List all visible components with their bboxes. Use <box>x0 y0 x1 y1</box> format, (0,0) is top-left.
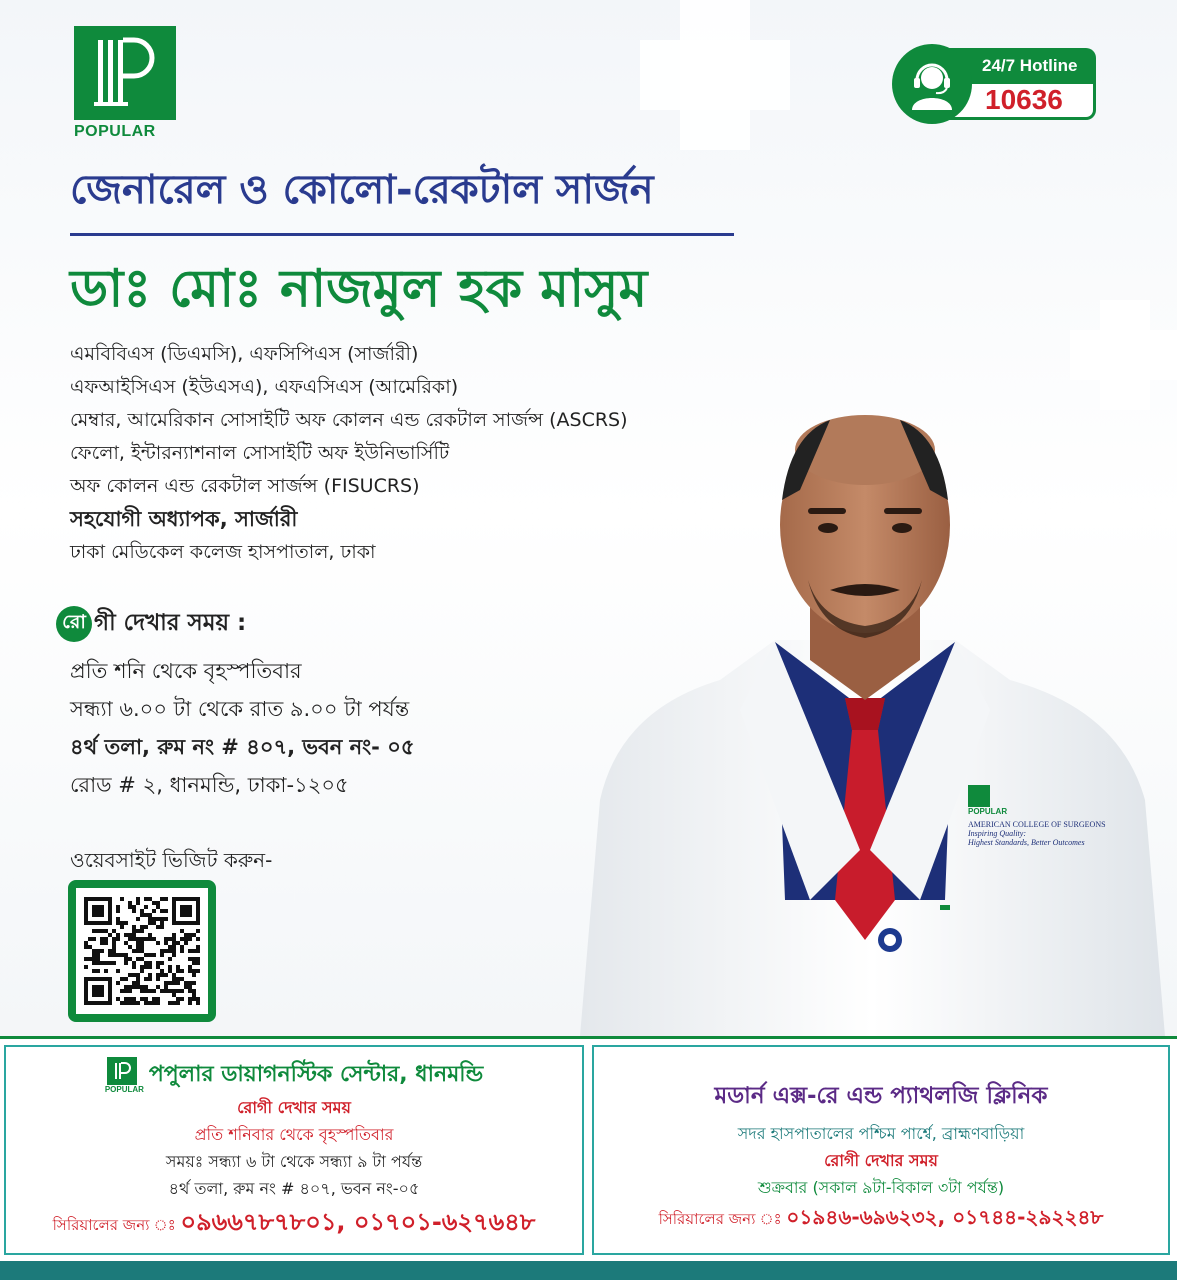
serial-label: সিরিয়ালের জন্য ঃ <box>52 1216 176 1234</box>
branch-brahmanbaria-address: সদর হাসপাতালের পশ্চিম পার্শ্বে, ব্রাহ্মণবাড়িয়া <box>737 1124 1025 1143</box>
popular-logo-mark <box>74 26 176 120</box>
hotline-label: 24/7 Hotline <box>948 48 1096 84</box>
schedule-title-text: গী দেখার সময় : <box>94 610 247 636</box>
popular-logo <box>74 26 178 141</box>
qualification-item: মেম্বার, আমেরিকান সোসাইটি অফ কোলন এন্ড রেকটাল সার্জন্স (ASCRS) <box>70 409 628 431</box>
schedule-title <box>56 604 246 643</box>
serial-numbers[interactable]: ০৯৬৬৭৮৭৮০১, ০১৭০১-৬২৭৬৪৮ <box>180 1208 536 1236</box>
serial-numbers[interactable]: ০১৯৪৬-৬৯৬২৩২, ০১৭৪৪-২৯২২৪৮ <box>786 1205 1104 1229</box>
schedule-details <box>70 652 414 804</box>
bg-cross-decoration <box>640 40 790 110</box>
bg-cross-decoration <box>1070 330 1177 380</box>
schedule-days: প্রতি শনি থেকে বৃহস্পতিবার <box>70 659 302 683</box>
coat-logo-mark <box>968 785 990 807</box>
branch-dhanmondi-serial <box>6 1204 582 1244</box>
website-qr-code[interactable] <box>68 880 216 1022</box>
branch-logo-mark <box>107 1057 137 1085</box>
schedule-address: রোড # ২, ধানমন্ডি, ঢাকা-১২০৫ <box>70 773 349 797</box>
coat-logo-text: POPULAR <box>968 807 1008 816</box>
coat-embroidery <box>968 785 1168 847</box>
qualification-item: ফেলো, ইন্টারন্যাশনাল সোসাইটি অফ ইউনিভার্সিটি <box>70 442 450 464</box>
branch-dhanmondi-header <box>6 1057 582 1094</box>
bottom-strip <box>0 1261 1177 1280</box>
qualification-item: এফআইসিএস (ইউএসএ), এফএসিএস (আমেরিকা) <box>70 376 459 398</box>
branch-dhanmondi-days: প্রতি শনিবার থেকে বৃহস্পতিবার <box>194 1125 394 1144</box>
schedule-title-badge: রো <box>56 606 92 642</box>
doctor-name: ডাঃ মোঃ নাজমুল হক মাসুম <box>70 259 648 319</box>
hotline-badge[interactable] <box>892 44 1102 124</box>
logo-text: POPULAR <box>74 123 156 140</box>
designation: সহযোগী অধ্যাপক, সার্জারী <box>70 507 298 531</box>
coat-line-3: Highest Standards, Better Outcomes <box>968 838 1085 847</box>
website-label: ওয়েবসাইট ভিজিট করুন- <box>70 848 273 872</box>
coat-line-2: Inspiring Quality: <box>968 829 1026 838</box>
headset-icon <box>892 44 972 124</box>
branch-dhanmondi-title: পপুলার ডায়াগনস্টিক সেন্টার, ধানমন্ডি <box>148 1062 484 1087</box>
branch-dhanmondi-time: সময়ঃ সন্ধ্যা ৬ টা থেকে সন্ধ্যা ৯ টা পর্যন্ত <box>165 1152 423 1171</box>
coat-line-1: AMERICAN COLLEGE OF SURGEONS <box>968 820 1106 829</box>
branch-brahmanbaria <box>592 1045 1170 1255</box>
serial-label: সিরিয়ালের জন্য ঃ <box>658 1210 782 1228</box>
branch-logo-text: POPULAR <box>104 1085 144 1094</box>
branch-brahmanbaria-title: মডার্ন এক্স-রে এন্ড প্যাথলজি ক্লিনিক <box>714 1083 1048 1109</box>
branch-dhanmondi <box>4 1045 584 1255</box>
schedule-time: সন্ধ্যা ৬.০০ টা থেকে রাত ৯.০০ টা পর্যন্ত <box>70 697 410 721</box>
branch-dhanmondi-subtitle: রোগী দেখার সময় <box>237 1098 351 1117</box>
hotline-number: 10636 <box>948 84 1096 120</box>
branch-brahmanbaria-serial <box>594 1203 1168 1236</box>
doctor-photo <box>560 380 1177 1036</box>
institution: ঢাকা মেডিকেল কলেজ হাসপাতাল, ঢাকা <box>70 541 376 563</box>
branch-brahmanbaria-subtitle: রোগী দেখার সময় <box>824 1151 938 1170</box>
branch-dhanmondi-room: ৪র্থ তলা, রুম নং # ৪০৭, ভবন নং-০৫ <box>168 1179 420 1198</box>
schedule-room: ৪র্থ তলা, রুম নং # ৪০৭, ভবন নং- ০৫ <box>70 735 415 759</box>
branches-panel <box>0 1036 1177 1280</box>
doctor-specialty: জেনারেল ও কোলো-রেকটাল সার্জন <box>70 158 734 236</box>
qualification-item: অফ কোলন এন্ড রেকটাল সার্জন্স (FISUCRS) <box>70 475 420 497</box>
qualification-item: এমবিবিএস (ডিএমসি), এফসিপিএস (সার্জারী) <box>70 343 419 365</box>
branch-brahmanbaria-days-time: শুক্রবার (সকাল ৯টা-বিকাল ৩টা পর্যন্ত) <box>757 1178 1005 1197</box>
branch-popular-logo <box>104 1057 144 1094</box>
